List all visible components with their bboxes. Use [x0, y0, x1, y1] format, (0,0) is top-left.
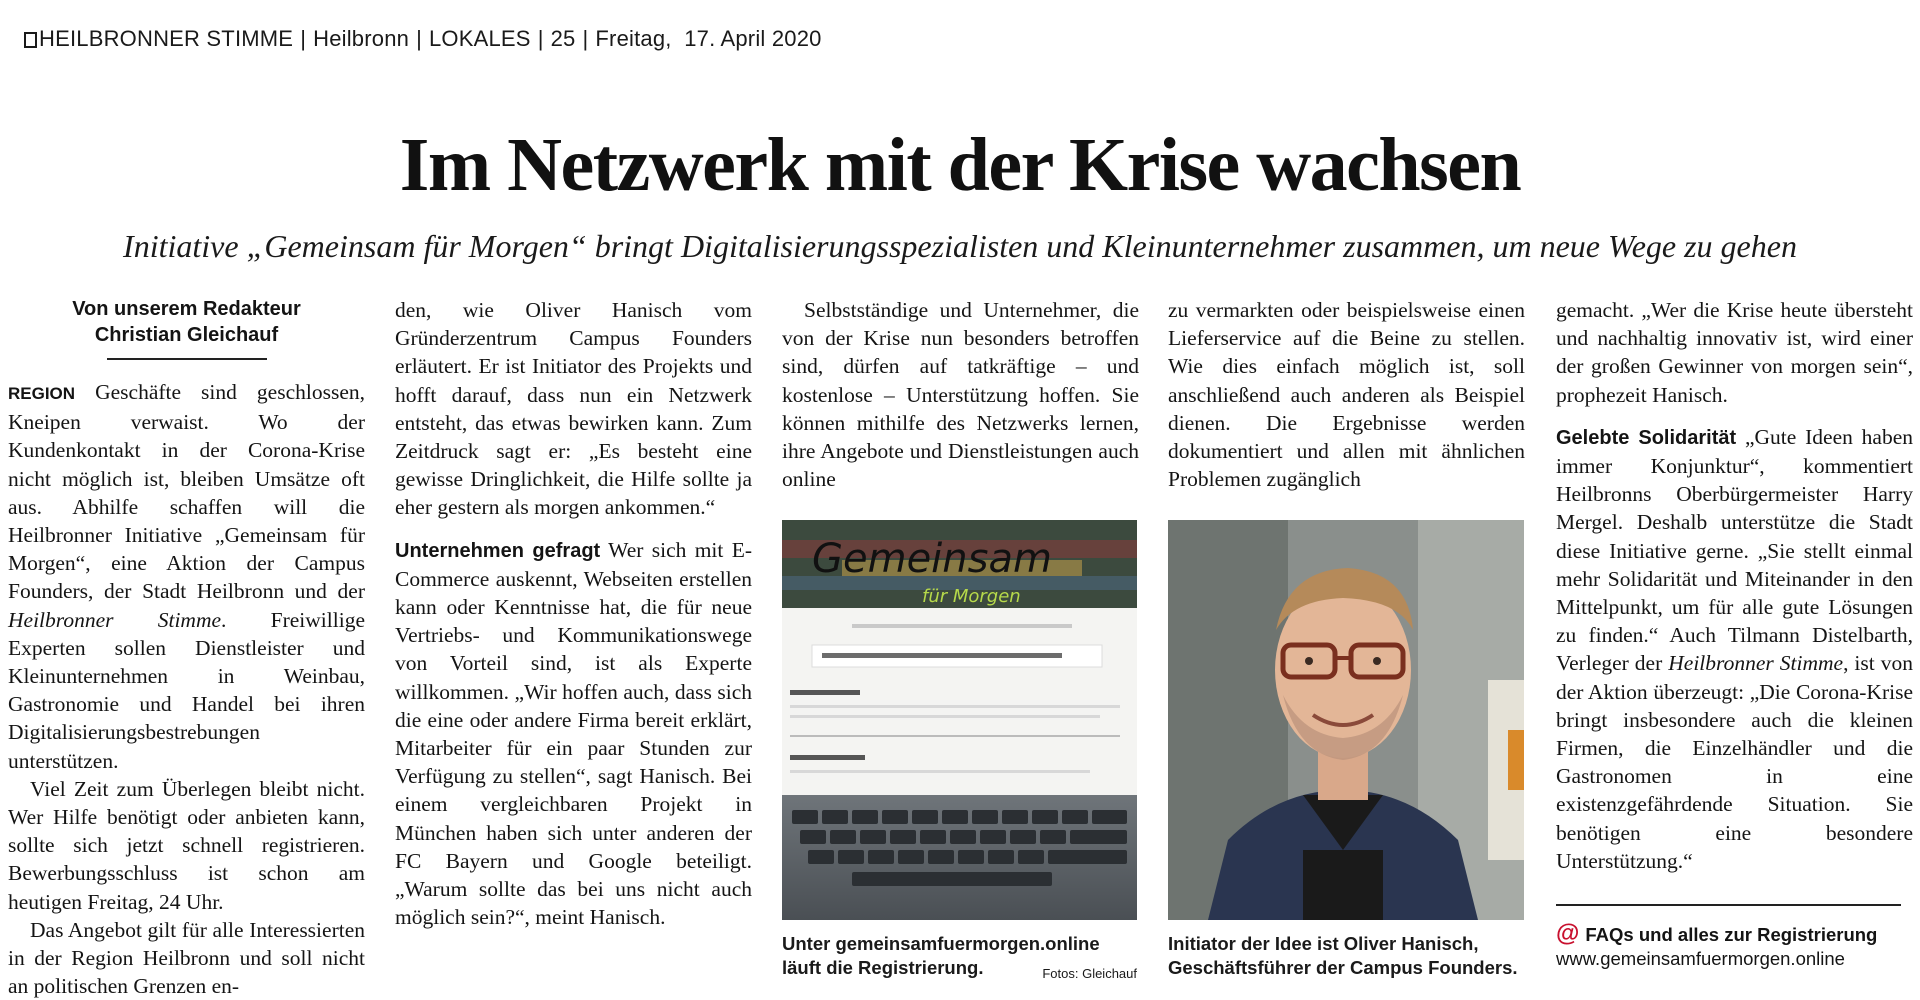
subheading: Unternehmen gefragt [395, 539, 601, 562]
paragraph: Viel Zeit zum Überlegen bleibt nicht. Wer Hilfe benötigt oder anbieten kann, sollte sich jetzt schnell registrieren. Bewerbungsschluss ist schon am heutigen Freitag, 24 Uhr. [8, 776, 365, 914]
article-column-1 [8, 296, 365, 1000]
article-column-5 [1556, 296, 1913, 875]
article-title: Im Netzwerk mit der Krise wachsen [399, 123, 1521, 207]
paragraph: zu vermarkten oder beispielsweise einen Lieferservice auf die Beine zu stellen. Wie dies einfach möglich ist, soll anschließend auch anderen als Beispiel dienen. Die Ergebnisse werden dokumentiert und allen mit ähnlichen Problemen zugänglich [1168, 298, 1525, 492]
subheading: Gelebte Solidarität [1556, 426, 1737, 449]
photo-caption-2: Initiator der Idee ist Oliver Hanisch, Geschäftsführer der Campus Founders. [1168, 933, 1518, 978]
region-label: REGION [8, 384, 76, 403]
faq-box [1556, 904, 1916, 971]
header-date: 17. April 2020 [684, 26, 822, 51]
page-header: HEILBRONNER STIMME | Heilbronn | LOKALES | 25 | Freitag, 17. April 2020 [24, 26, 822, 52]
paragraph [1556, 423, 1913, 875]
header-city: Heilbronn [313, 26, 410, 51]
byline-author: Christian Gleichauf [94, 324, 279, 346]
at-icon: @ [1556, 920, 1580, 947]
byline-role: Von unserem Redakteur [72, 298, 301, 320]
article-column-2 [395, 296, 752, 931]
paragraph-emphasis: Heilbronner Stimme [8, 607, 222, 632]
header-page-number: 25 [550, 26, 576, 51]
header-day: Freitag, [595, 26, 672, 51]
paragraph: den, wie Oliver Hanisch vom Gründerzentrum Campus Founders erläutert. Er ist Initiator des Projekts und hofft darauf, dass nun ein Netzwerk entsteht, das etwas bewirken kann. Zum Zeitdruck sagt er: „Es besteht eine gewisse Dringlichkeit, die Hilfe sollte ja eher gestern als morgen ankommen.“ [395, 298, 752, 520]
photo-portrait [1168, 520, 1524, 920]
paragraph-text: . Freiwillige Experten sollen Dienstleister und Kleinunternehmen in Weinbau, Gastronomie und Handel bei ihren Digitalisierungsbestrebungen unterstützen. [8, 607, 365, 773]
article-column-3 [782, 296, 1139, 493]
photo-laptop-website [782, 520, 1137, 920]
screen-logo-subtext: für Morgen [922, 586, 1021, 607]
photo-caption-1 [782, 932, 1137, 986]
paragraph [8, 378, 365, 775]
laptop-illustration [782, 520, 1137, 920]
byline [8, 296, 365, 348]
paragraph-text: „Gute Ideen haben immer Konjunktur“, kommentiert Heilbronns Oberbürgermeister Harry Mergel. Deshalb unterstütze die Stadt diese Initiative gerne. „Sie stellt einmal mehr Solidarität und Miteinander in den Mittelpunkt, um für alle gute Lösungen zu finden.“ Auch Tilmann Distelbarth, Verleger der [1556, 424, 1914, 676]
faq-url-link[interactable]: www.gemeinsamfuermorgen.online [1556, 948, 1845, 969]
paragraph [395, 536, 752, 932]
publication-name: HEILBRONNER STIMME [39, 26, 294, 51]
paragraph-text: , ist von der Aktion überzeugt: „Die Corona-Krise bringt insbesondere auch die kleinen Firmen, die Einzelhändler und die Gastronomen in eine existenzgefährdende Situation. Sie benötigen eine besondere Unterstützung.“ [1556, 651, 1913, 873]
article-column-4 [1168, 296, 1525, 493]
byline-divider [107, 358, 267, 360]
newspaper-logo-icon [24, 32, 37, 48]
paragraph-text: Geschäfte sind geschlossen, Kneipen verwaist. Wo der Kundenkontakt in der Corona-Krise nicht möglich ist, bleiben Umsätze oft aus. Abhilfe schaffen will die Heilbronner Initiative „Gemeinsam für Morgen“, eine Aktion der Campus Founders, der Stadt Heilbronn und der [8, 380, 366, 604]
article-subtitle: Initiative „Gemeinsam für Morgen“ bringt Digitalisierungsspezialisten und Kleinunternehmer zusammen, um neue Wege zu gehen [123, 228, 1797, 264]
faq-heading: FAQs und alles zur Registrierung [1585, 924, 1878, 945]
caption-text: Unter gemeinsamfuermorgen.online läuft die Registrierung. [782, 933, 1100, 978]
paragraph: Selbstständige und Unternehmer, die von der Krise nun besonders betroffen sind, dürfen auf tatkräftige – und kostenlose – Unterstützung hoffen. Sie können mithilfe des Netzwerks lernen, ihre Angebote und Dienstleistungen auch online [782, 298, 1139, 492]
faq-divider [1556, 904, 1901, 906]
paragraph: Das Angebot gilt für alle Interessierten in der Region Heilbronn und soll nicht an politischen Grenzen en- [8, 917, 365, 999]
paragraph: gemacht. „Wer die Krise heute übersteht und nachhaltig innovativ ist, wird einer der großen Gewinner von morgen sein“, prophezeit Hanisch. [1556, 298, 1913, 407]
photo-credit: Fotos: Gleichauf [1042, 966, 1137, 981]
portrait-illustration [1168, 520, 1524, 920]
paragraph-text: Wer sich mit E-Commerce auskennt, Webseiten erstellen kann oder Kenntnisse hat, die für neue Vertriebs- und Kommunikationswege von Vorteil sind, ist als Experte willkommen. „Wir hoffen auch, dass sich die eine oder andere Firma bereit erklärt, Mitarbeiter für ein paar Stunden zur Verfügung zu stellen“, sagt Hanisch. Bei einem vergleichbaren Projekt in München haben sich unter anderen der FC Bayern und Google beteiligt. „Warum sollte das bei uns nicht auch möglich sein?“, meint Hanisch. [395, 537, 752, 930]
header-section: LOKALES [429, 26, 531, 51]
screen-logo-text: Gemeinsam [812, 536, 1052, 582]
paragraph-emphasis: Heilbronner Stimme [1668, 651, 1844, 676]
